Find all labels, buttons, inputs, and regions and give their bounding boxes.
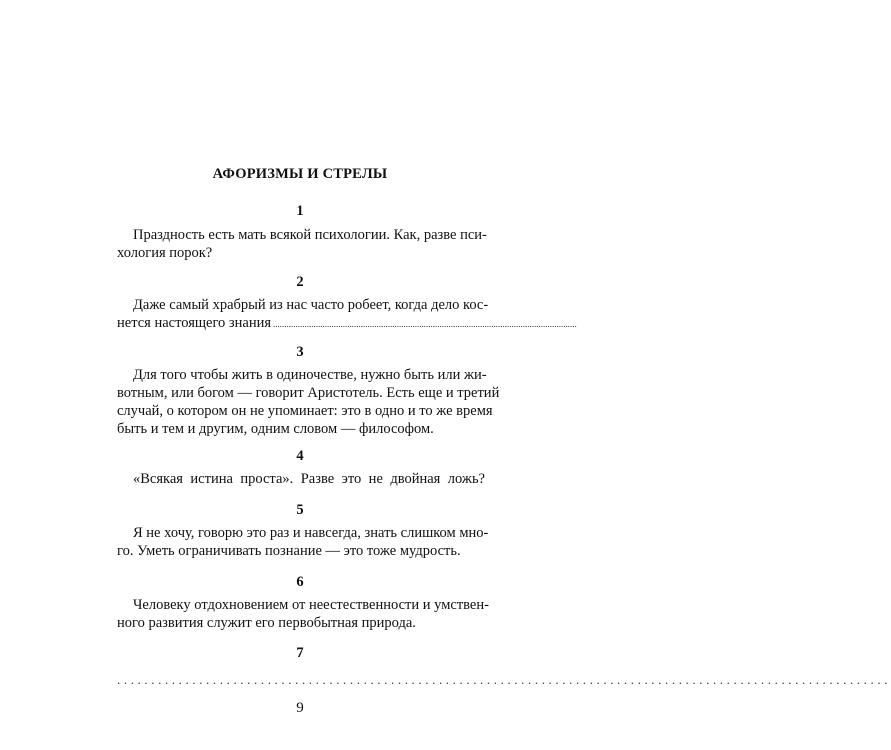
omission-dotted-line: .................................................................................................................: [117, 672, 891, 687]
aphorism-number-4: 4: [296, 448, 304, 464]
text-line: Праздность есть мать всякой психологии. Как, разве пси-: [133, 227, 487, 243]
text-line: ного развития служит его первобытная природа.: [117, 615, 416, 631]
text-line: вотным, или богом — говорит Аристотель. Есть еще и третий: [117, 385, 500, 401]
text-line: случай, о котором он не упоминает: это в одно и то же время: [117, 403, 493, 419]
chapter-title: АФОРИЗМЫ И СТРЕЛЫ: [212, 166, 388, 182]
text-line: нется настоящего знания: [117, 315, 272, 331]
aphorism-number-6: 6: [296, 574, 304, 590]
page-number: 9: [296, 700, 304, 716]
aphorism-number-3: 3: [296, 344, 304, 360]
text-line: быть и тем и другим, одним словом — философом.: [117, 421, 434, 437]
text-line: Я не хочу, говорю это раз и навсегда, знать слишком мно-: [133, 525, 489, 541]
text-line: Даже самый храбрый из нас часто робеет, когда дело кос-: [133, 297, 489, 313]
text-line: Человеку отдохновением от неестественности и умствен-: [133, 597, 489, 613]
text-line: го. Уметь ограничивать познание — это тоже мудрость.: [117, 543, 461, 559]
aphorism-number-7: 7: [296, 645, 304, 661]
text-line: «Всякая истина проста». Разве это не двойная ложь?: [133, 471, 485, 487]
text-line: Для того чтобы жить в одиночестве, нужно быть или жи-: [133, 367, 487, 383]
text-line: хология порок?: [117, 245, 213, 261]
text-line-with-leader: [117, 314, 577, 332]
dotted-leader: .......................................................................................................................................: [273, 319, 577, 329]
aphorism-number-2: 2: [296, 274, 304, 290]
aphorism-number-5: 5: [296, 502, 304, 518]
aphorism-number-1: 1: [296, 203, 304, 219]
